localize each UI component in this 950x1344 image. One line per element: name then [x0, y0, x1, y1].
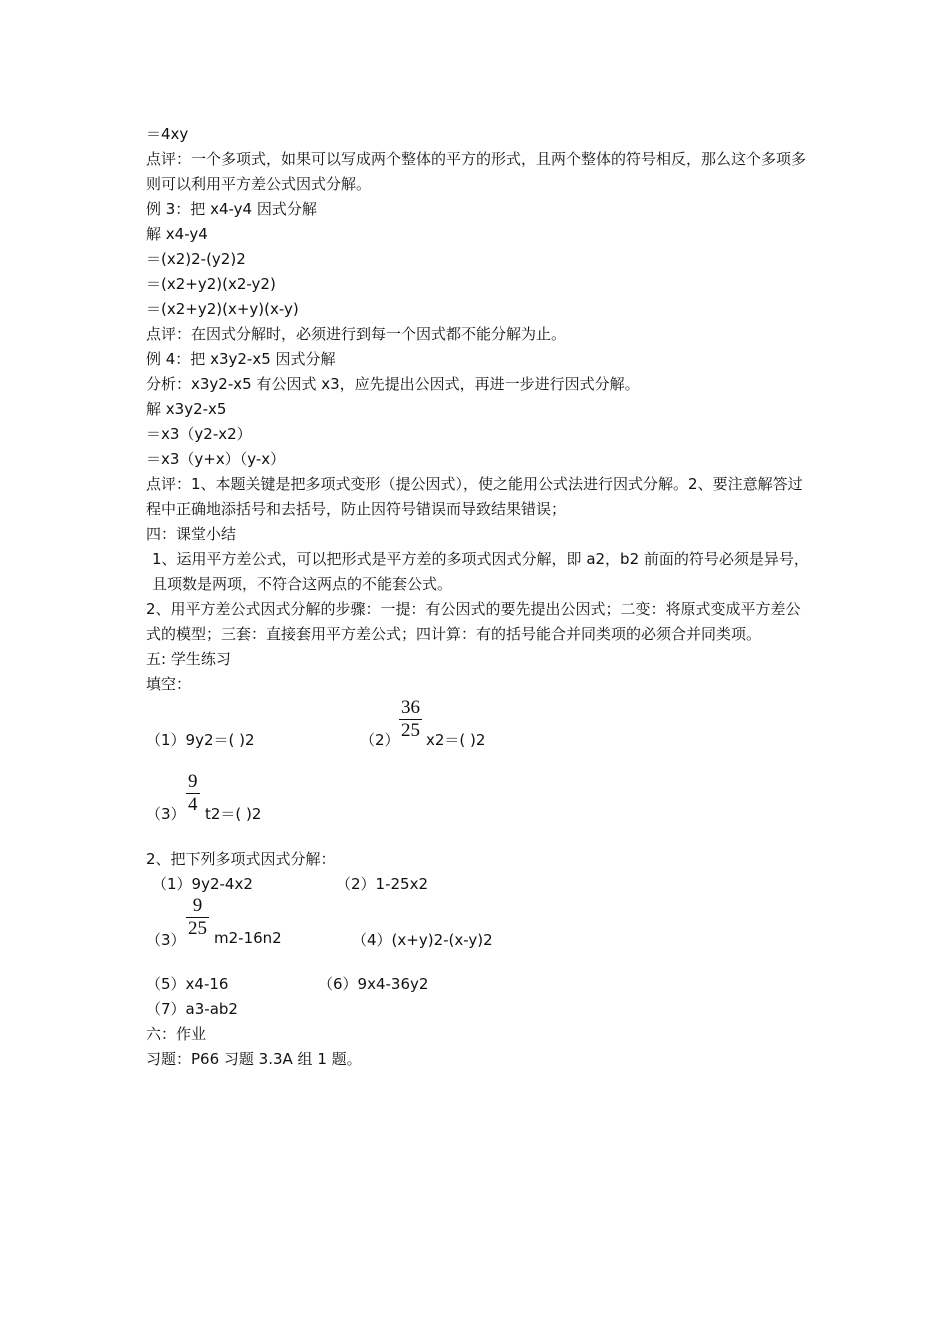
fraction	[186, 895, 209, 940]
comment-paragraph: 点评：一个多项式，如果可以写成两个整体的平方的形式，且两个整体的符号相反，那么这个多项多则可以利用平方差公式因式分解。	[146, 150, 807, 193]
section-heading: 五: 学生练习	[146, 650, 231, 668]
factor-heading: 2、把下列多项式因式分解：	[146, 850, 336, 868]
text-line: 解 x4-y4	[146, 225, 208, 243]
analysis-line: 分析：x3y2-x5 有公因式 x3，应先提出公因式，再进一步进行因式分解。	[146, 375, 640, 393]
fraction-numerator: 36	[401, 697, 420, 718]
fraction-numerator: 9	[188, 771, 198, 792]
factor-item-3-prefix: （3）	[146, 931, 186, 949]
fraction-denominator: 25	[401, 720, 420, 741]
text-line: ＝(x2)2-(y2)2	[146, 250, 246, 268]
fill-item-2-prefix: （2）	[360, 731, 400, 749]
example-4-heading: 例 4：把 x3y2-x5 因式分解	[146, 350, 336, 368]
document-page	[146, 122, 810, 1072]
fill-row	[146, 771, 810, 839]
factor-row	[146, 872, 810, 897]
factor-item-3-suffix: m2-16n2	[214, 929, 282, 947]
example-3-heading: 例 3：把 x4-y4 因式分解	[146, 200, 317, 218]
fraction-denominator: 25	[188, 918, 207, 939]
factor-item-6: （6）9x4-36y2	[318, 975, 429, 993]
fill-item-1: （1）9y2＝( )2	[146, 731, 255, 749]
factor-item-4: （4）(x+y)2-(x-y)2	[352, 931, 493, 949]
factor-row	[146, 897, 810, 955]
summary-paragraph: 1、运用平方差公式，可以把形式是平方差的多项式因式分解，即 a2，b2 前面的符号必须是异号，且项数是两项，不符合这两点的不能套公式。	[152, 550, 809, 593]
fraction	[399, 697, 422, 742]
fill-item-3-suffix: t2＝( )2	[205, 805, 262, 823]
text-line: 填空：	[146, 675, 192, 693]
text-line: 解 x3y2-x5	[146, 400, 227, 418]
fraction	[186, 771, 200, 816]
comment-line: 点评：在因式分解时，必须进行到每一个因式都不能分解为止。	[146, 325, 567, 343]
factor-item-7: （7）a3-ab2	[146, 1000, 238, 1018]
summary-paragraph: 2、用平方差公式因式分解的步骤：一提：有公因式的要先提出公因式；二变：将原式变成平方差公式的模型；三套：直接套用平方差公式；四计算：有的括号能合并同类项的必须合并同类项。	[146, 600, 801, 643]
fill-row	[146, 697, 810, 759]
factor-item-1: （1）9y2-4x2	[152, 875, 253, 893]
factor-item-5: （5）x4-16	[146, 975, 229, 993]
text-line: ＝(x2+y2)(x+y)(x-y)	[146, 300, 299, 318]
factor-row	[146, 972, 810, 997]
homework-heading: 六：作业	[146, 1025, 207, 1043]
fill-item-2-suffix: x2＝( )2	[426, 731, 486, 749]
fill-item-3-prefix: （3）	[146, 805, 186, 823]
fraction-numerator: 9	[186, 895, 209, 918]
text-line: ＝x3（y2-x2）	[146, 425, 252, 443]
text-line: ＝4xy	[146, 125, 189, 143]
section-heading: 四：课堂小结	[146, 525, 237, 543]
text-line: ＝(x2+y2)(x2-y2)	[146, 275, 276, 293]
fraction-denominator: 4	[188, 794, 198, 815]
factor-item-2: （2）1-25x2	[336, 875, 429, 893]
comment-paragraph: 点评：1、本题关键是把多项式变形（提公因式），使之能用公式法进行因式分解。2、要注意解答过程中正确地添括号和去括号，防止因符号错误而导致结果错误；	[146, 475, 803, 518]
homework-text: 习题：P66 习题 3.3A 组 1 题。	[146, 1050, 362, 1068]
text-line: ＝x3（y+x）（y-x）	[146, 450, 286, 468]
